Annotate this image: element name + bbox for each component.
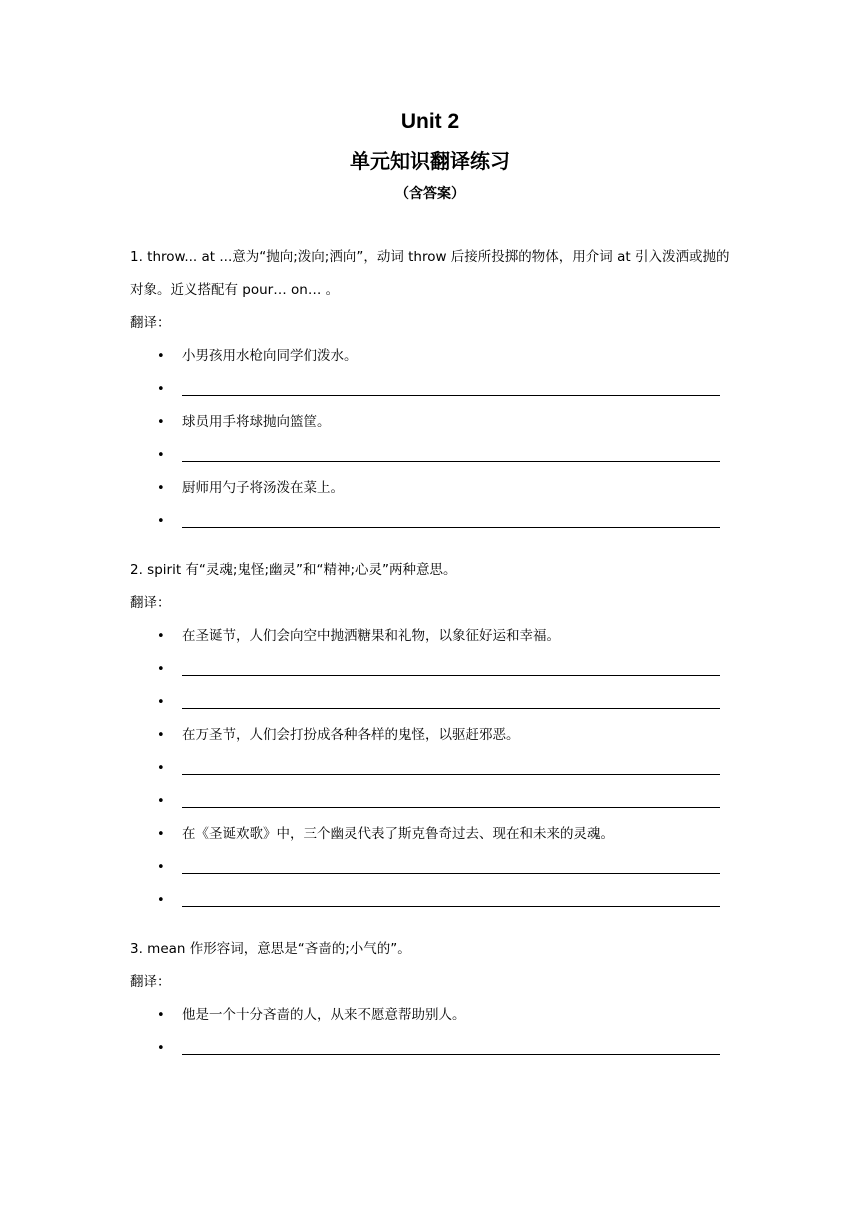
answer-blank-item — [130, 752, 740, 785]
answer-blank-line[interactable] — [182, 708, 720, 709]
exercise-content — [130, 241, 740, 1081]
translate-label: 翻译： — [130, 315, 171, 331]
answer-blank-item — [130, 785, 740, 818]
page-title: 单元知识翻译练习 — [350, 149, 510, 173]
answer-blank-line[interactable] — [182, 675, 720, 676]
sentence-text: 厨师用勺子将汤泼在菜上。 — [182, 480, 344, 496]
answer-blank-item — [130, 505, 740, 538]
translate-label: 翻译： — [130, 595, 171, 611]
answer-blank-item — [130, 851, 740, 884]
bullet-icon: • — [157, 514, 165, 529]
answer-blank-line[interactable] — [182, 1054, 720, 1055]
bullet-icon: • — [157, 662, 165, 677]
exercise-section — [130, 241, 740, 538]
bullet-icon: • — [157, 761, 165, 776]
bullet-icon: • — [157, 349, 165, 364]
exercise-section — [130, 554, 740, 917]
bullet-icon: • — [157, 893, 165, 908]
bullet-icon: • — [157, 1008, 165, 1023]
bullet-icon: • — [157, 695, 165, 710]
answer-blank-line[interactable] — [182, 461, 720, 462]
sentence-item — [130, 340, 740, 373]
answer-blank-line[interactable] — [182, 873, 720, 874]
answer-blank-item — [130, 884, 740, 917]
sentence-text: 在《圣诞欢歌》中，三个幽灵代表了斯克鲁奇过去、现在和未来的灵魂。 — [182, 826, 614, 842]
answer-blank-line[interactable] — [182, 395, 720, 396]
answer-blank-item — [130, 373, 740, 406]
answer-blank-line[interactable] — [182, 527, 720, 528]
page-subtitle: （含答案） — [395, 186, 465, 202]
sentence-item — [130, 719, 740, 752]
bullet-icon: • — [157, 481, 165, 496]
sentence-item — [130, 406, 740, 439]
answer-blank-item — [130, 1032, 740, 1065]
bullet-icon: • — [157, 728, 165, 743]
sentence-text: 球员用手将球抛向篮筐。 — [182, 414, 331, 430]
sentence-text: 在圣诞节，人们会向空中抛洒糖果和礼物，以象征好运和幸福。 — [182, 628, 560, 644]
sentence-text: 在万圣节，人们会打扮成各种各样的鬼怪，以驱赶邪恶。 — [182, 727, 520, 743]
sentence-item — [130, 620, 740, 653]
bullet-icon: • — [157, 827, 165, 842]
sentence-text: 他是一个十分吝啬的人，从来不愿意帮助别人。 — [182, 1007, 466, 1023]
bullet-icon: • — [157, 629, 165, 644]
answer-blank-line[interactable] — [182, 906, 720, 907]
answer-blank-item — [130, 439, 740, 472]
sentence-item — [130, 818, 740, 851]
bullet-icon: • — [157, 1041, 165, 1056]
item-list — [130, 999, 740, 1065]
sentence-item — [130, 999, 740, 1032]
unit-title: Unit 2 — [400, 110, 460, 133]
bullet-icon: • — [157, 382, 165, 397]
item-list — [130, 620, 740, 917]
section-intro: 2. spirit 有“灵魂;鬼怪;幽灵”和“精神;心灵”两种意思。 — [130, 562, 457, 578]
bullet-icon: • — [157, 794, 165, 809]
answer-blank-item — [130, 653, 740, 686]
bullet-icon: • — [157, 448, 165, 463]
translate-label: 翻译： — [130, 974, 171, 990]
item-list — [130, 340, 740, 538]
sentence-item — [130, 472, 740, 505]
sentence-text: 小男孩用水枪向同学们泼水。 — [182, 348, 358, 364]
answer-blank-item — [130, 686, 740, 719]
bullet-icon: • — [157, 860, 165, 875]
answer-blank-line[interactable] — [182, 774, 720, 775]
section-intro: 3. mean 作形容词，意思是“吝啬的;小气的”。 — [130, 941, 411, 957]
exercise-section — [130, 933, 740, 1065]
bullet-icon: • — [157, 415, 165, 430]
section-intro: 1. throw... at ...意为“抛向;泼向;洒向”，动词 throw 后接所投掷的物体，用介词 at 引入泼洒或抛的对象。近义搭配有 pour… on… 。 — [130, 249, 730, 298]
answer-blank-line[interactable] — [182, 807, 720, 808]
